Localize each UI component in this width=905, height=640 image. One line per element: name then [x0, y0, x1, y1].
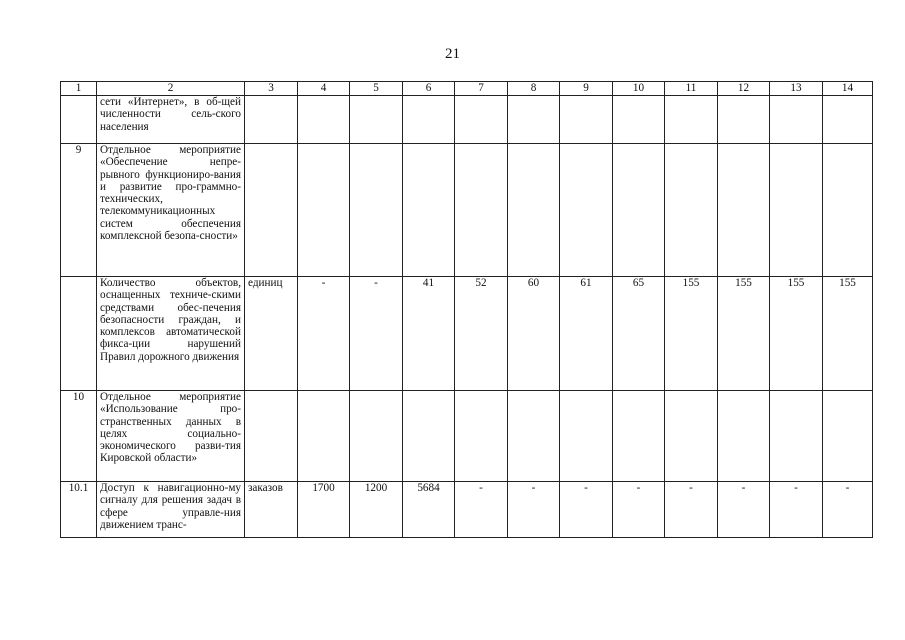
table-row [61, 391, 873, 482]
value-cell: - [770, 482, 823, 538]
value-cell: - [665, 482, 718, 538]
column-header-10: 10 [613, 82, 665, 96]
value-cell: - [298, 277, 350, 391]
table-row [61, 482, 873, 538]
column-header-5: 5 [350, 82, 403, 96]
value-cell: 41 [403, 277, 455, 391]
value-cell: 61 [560, 277, 613, 391]
value-cell [298, 144, 350, 277]
table-row [61, 277, 873, 391]
value-cell [823, 144, 873, 277]
value-cell: 65 [613, 277, 665, 391]
indicator-table [60, 81, 873, 538]
value-cell [455, 144, 508, 277]
column-header-14: 14 [823, 82, 873, 96]
value-cell [613, 96, 665, 144]
value-cell [613, 144, 665, 277]
table-body [61, 96, 873, 538]
value-cell: - [350, 277, 403, 391]
value-cell [350, 96, 403, 144]
row-number-cell: 10 [61, 391, 97, 482]
value-cell [665, 144, 718, 277]
value-cell [298, 96, 350, 144]
value-cell: 155 [718, 277, 770, 391]
description-cell: Отдельное мероприятие «Обеспечение непре-рывного функциониро-вания и развитие про-граммно-технических, телекоммуникационных систем обеспечения комплексной безопа-сности» [97, 144, 245, 277]
column-header-2: 2 [97, 82, 245, 96]
value-cell: 155 [823, 277, 873, 391]
row-number-cell [61, 277, 97, 391]
value-cell [718, 96, 770, 144]
row-number-cell [61, 96, 97, 144]
value-cell [350, 391, 403, 482]
page-number: 21 [445, 46, 460, 62]
unit-cell: заказов [245, 482, 298, 538]
value-cell [403, 144, 455, 277]
value-cell [560, 96, 613, 144]
value-cell: 52 [455, 277, 508, 391]
value-cell: 5684 [403, 482, 455, 538]
value-cell [770, 96, 823, 144]
value-cell [823, 96, 873, 144]
value-cell [665, 96, 718, 144]
value-cell [665, 391, 718, 482]
value-cell: - [560, 482, 613, 538]
description-cell: сети «Интернет», в об-щей численности сель-ского населения [97, 96, 245, 144]
value-cell [403, 391, 455, 482]
value-cell [613, 391, 665, 482]
unit-cell [245, 144, 298, 277]
value-cell [718, 144, 770, 277]
value-cell [560, 144, 613, 277]
value-cell [770, 144, 823, 277]
value-cell: - [455, 482, 508, 538]
column-header-4: 4 [298, 82, 350, 96]
value-cell [455, 96, 508, 144]
row-number-cell: 9 [61, 144, 97, 277]
value-cell: 155 [665, 277, 718, 391]
value-cell [350, 144, 403, 277]
unit-cell [245, 96, 298, 144]
value-cell [298, 391, 350, 482]
value-cell [508, 96, 560, 144]
column-header-9: 9 [560, 82, 613, 96]
column-header-6: 6 [403, 82, 455, 96]
value-cell [823, 391, 873, 482]
unit-cell [245, 391, 298, 482]
value-cell [718, 391, 770, 482]
value-cell [770, 391, 823, 482]
value-cell: 1700 [298, 482, 350, 538]
value-cell: 60 [508, 277, 560, 391]
column-header-1: 1 [61, 82, 97, 96]
value-cell: - [508, 482, 560, 538]
unit-cell: единиц [245, 277, 298, 391]
table-row [61, 144, 873, 277]
table-row [61, 96, 873, 144]
description-cell: Отдельное мероприятие «Использование про-странственных данных в целях социально-экономического разви-тия Кировской области» [97, 391, 245, 482]
value-cell [403, 96, 455, 144]
row-number-cell: 10.1 [61, 482, 97, 538]
value-cell: 1200 [350, 482, 403, 538]
value-cell: - [823, 482, 873, 538]
column-header-7: 7 [455, 82, 508, 96]
value-cell [455, 391, 508, 482]
description-cell: Количество объектов, оснащенных техниче-скими средствами обес-печения безопасности граждан, и комплексов автоматической фикса-ции нарушений Правил дорожного движения [97, 277, 245, 391]
value-cell [508, 391, 560, 482]
column-header-row [61, 82, 873, 96]
description-cell: Доступ к навигационно-му сигналу для решения задач в сфере управле-ния движением транс- [97, 482, 245, 538]
value-cell: - [613, 482, 665, 538]
column-header-3: 3 [245, 82, 298, 96]
value-cell [560, 391, 613, 482]
value-cell: - [718, 482, 770, 538]
column-header-13: 13 [770, 82, 823, 96]
column-header-8: 8 [508, 82, 560, 96]
value-cell [508, 144, 560, 277]
column-header-12: 12 [718, 82, 770, 96]
column-header-11: 11 [665, 82, 718, 96]
value-cell: 155 [770, 277, 823, 391]
